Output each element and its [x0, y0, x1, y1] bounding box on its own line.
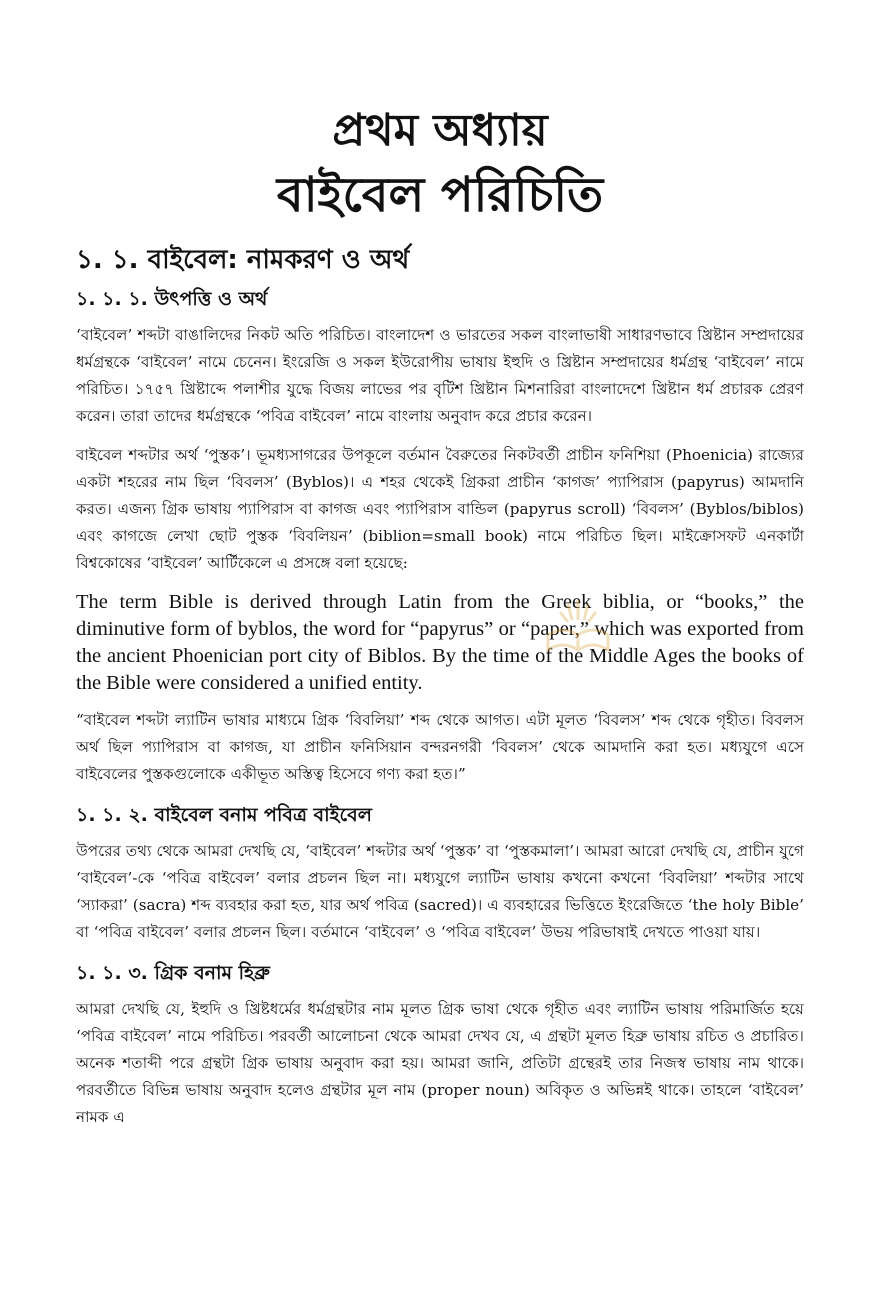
paragraph-origin-2: বাইবেল শব্দটার অর্থ ‘পুস্তক’। ভূমধ্যসাগরের উপকূলে বর্তমান বৈরুতের নিকটবর্তী প্রাচীন ফনিশিয়া (Phoenicia) রাজ্যের একটা শহরের নাম ছিল ‘বিবলস’ (Byblos)। এ শহর থেকেই গ্রিকরা প্রাচীন ‘কাগজ’ প্যাপিরাস (papyrus) আমদানি করত। এজন্য গ্রিক ভাষায় প্যাপিরাস বা কাগজ এবং প্যাপিরাস বান্ডিল (papyrus scroll) ‘বিবলস’ (Byblos/biblos) এবং কাগজে লেখা ছোট পুস্তক ‘বিবলিয়ন’ (biblion=small book) নামে পরিচিত ছিল। মাইক্রোসফট এনকার্টা বিশ্বকোষের ‘বাইবেল’ আর্টিকেলে এ প্রসঙ্গে বলা হয়েছে:	[76, 446, 804, 572]
paragraph-origin-1: ‘বাইবেল’ শব্দটা বাঙালিদের নিকট অতি পরিচিত। বাংলাদেশ ও ভারতের সকল বাংলাভাষী সাধারণভাবে খ্রিষ্টান সম্প্রদায়ের ধর্মগ্রন্থকে ‘বাইবেল’ নামে চেনেন। ইংরেজি ও সকল ইউরোপীয় ভাষায় ইহুদি ও খ্রিষ্টান সম্প্রদায়ের ধর্মগ্রন্থ ‘বাইবেল’ নামে পরিচিত। ১৭৫৭ খ্রিষ্টাব্দে পলাশীর যুদ্ধে বিজয় লাভের পর বৃটিশ খ্রিষ্টান মিশনারিরা বাংলাদেশে খ্রিষ্টান ধর্ম প্রচারক প্রেরণ করেন। তারা তাদের ধর্মগ্রন্থকে ‘পবিত্র বাইবেল’ নামে বাংলায় অনুবাদ করে প্রচার করেন।	[76, 326, 804, 425]
book-logo-icon	[528, 590, 628, 660]
chapter-subtitle: বাইবেল পরিচিতি	[276, 167, 604, 223]
section-heading-1-1-3: ১. ১. ৩. গ্রিক বনাম হিব্রু	[76, 962, 270, 984]
section-heading-1-1-1: ১. ১. ১. উৎপত্তি ও অর্থ	[76, 288, 268, 310]
document-page	[76, 100, 804, 1143]
paragraph-bible-vs-holy-bible: উপরের তথ্য থেকে আমরা দেখছি যে, ‘বাইবেল’ শব্দটার অর্থ ‘পুস্তক’ বা ‘পুস্তকমালা’। আমরা আরো দেখছি যে, প্রাচীন যুগে ‘বাইবেল’-কে ‘পবিত্র বাইবেল’ বলার প্রচলন ছিল না। মধ্যযুগে ল্যাটিন ভাষায় কখনো কখনো ‘বিবলিয়া’ শব্দটার সাথে ‘স্যাকরা’ (sacra) শব্দ ব্যবহার করা হত, যার অর্থ পবিত্র (sacred)। এ ব্যবহারের ভিত্তিতে ইংরেজিতে ‘the holy Bible’ বা ‘পবিত্র বাইবেল’ বলার প্রচলন ছিল। বর্তমানে ‘বাইবেল’ ও ‘পবিত্র বাইবেল’ উভয় পরিভাষাই দেখতে পাওয়া যায়।	[76, 842, 804, 941]
english-quote: The term Bible is derived through Latin from the Greek biblia, or “books,” the diminutive form of byblos, the word for “papyrus” or “paper,” which was exported from the ancient Phoenician port city of Biblos. By the time of the Middle Ages the books of the Bible were considered a unified entity.	[76, 591, 804, 694]
section-heading-1-1-2: ১. ১. ২. বাইবেল বনাম পবিত্র বাইবেল	[76, 804, 372, 826]
chapter-title: প্রথম অধ্যায়	[332, 105, 548, 156]
bengali-quote-translation: “বাইবেল শব্দটা ল্যাটিন ভাষার মাধ্যমে গ্রিক ‘বিবলিয়া’ শব্দ থেকে আগত। এটা মূলত ‘বিবলস’ শব্দ থেকে গৃহীত। বিবলস অর্থ ছিল প্যাপিরাস বা কাগজ, যা প্রাচীন ফনিসিয়ান বন্দরনগরী ‘বিবলস’ থেকে আমদানি করা হত। মধ্যযুগে এসে বাইবেলের পুস্তকগুলোকে একীভূত অস্তিত্ব হিসেবে গণ্য করা হত।”	[76, 711, 804, 783]
paragraph-greek-vs-hebrew: আমরা দেখছি যে, ইহুদি ও খ্রিষ্টধর্মের ধর্মগ্রন্থটার নাম মূলত গ্রিক ভাষা থেকে গৃহীত এবং ল্যাটিন ভাষায় পরিমার্জিত হয়ে ‘পবিত্র বাইবেল’ নামে পরিচিত। পরবর্তী আলোচনা থেকে আমরা দেখব যে, এ গ্রন্থটা মূলত হিব্রু ভাষায় রচিত ও প্রচারিত। অনেক শতাব্দী পরে গ্রন্থটা গ্রিক ভাষায় অনুবাদ করা হয়। আমরা জানি, প্রতিটা গ্রন্থেরই তার নিজস্ব ভাষায় নাম থাকে। পরবর্তীতে বিভিন্ন ভাষায় অনুবাদ হলেও গ্রন্থটার মূল নাম (proper noun) অবিকৃত ও অভিন্নই থাকে। তাহলে ‘বাইবেল’ নামক এ	[76, 1000, 804, 1126]
section-heading-1-1: ১. ১. বাইবেল: নামকরণ ও অর্থ	[76, 245, 410, 275]
